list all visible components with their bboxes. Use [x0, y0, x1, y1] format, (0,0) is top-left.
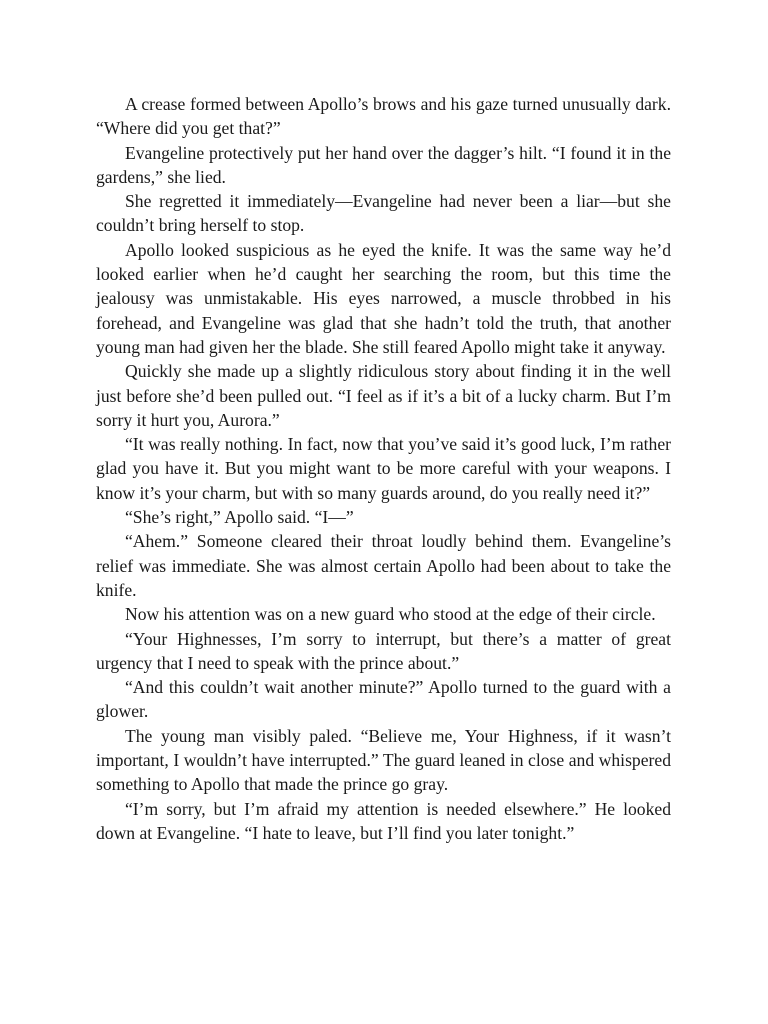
paragraph: “And this couldn’t wait another minute?” Apollo turned to the guard with a glower. [96, 677, 671, 722]
paragraph: “I’m sorry, but I’m afraid my attention is needed elsewhere.” He looked down at Evangeline. “I hate to leave, but I’ll find you later tonight.” [96, 798, 671, 843]
paragraph: “She’s right,” Apollo said. “I—” [125, 507, 354, 528]
paragraph: The young man visibly paled. “Believe me, Your Highness, if it wasn’t important, I wouldn’t have interrupted.” The guard leaned in close and whispered something to Apollo that made the prince go gray. [96, 725, 671, 795]
paragraph: Apollo looked suspicious as he eyed the knife. It was the same way he’d looked earlier when he’d caught her searching the room, but this time the jealousy was unmistakable. His eyes narrowed, a muscle throbbed in his forehead, and Evangeline was glad that she hadn’t told the truth, that another young man had given her the blade. She still feared Apollo might take it anyway. [96, 239, 671, 357]
paragraph: Now his attention was on a new guard who stood at the edge of their circle. [125, 604, 656, 625]
paragraph: Quickly she made up a slightly ridiculous story about finding it in the well just before she’d been pulled out. “I feel as if it’s a bit of a lucky charm. But I’m sorry it hurt you, Aurora.” [96, 361, 671, 430]
paragraph: She regretted it immediately—Evangeline had never been a liar—but she couldn’t bring herself to stop. [96, 191, 671, 236]
book-page [96, 92, 671, 845]
paragraph: “Your Highnesses, I’m sorry to interrupt, but there’s a matter of great urgency that I need to speak with the prince about.” [96, 628, 671, 673]
paragraph: “Ahem.” Someone cleared their throat loudly behind them. Evangeline’s relief was immediate. She was almost certain Apollo had been about to take the knife. [96, 531, 671, 600]
paragraph: A crease formed between Apollo’s brows and his gaze turned unusually dark. “Where did you get that?” [96, 94, 671, 139]
paragraph: “It was really nothing. In fact, now that you’ve said it’s good luck, I’m rather glad you have it. But you might want to be more careful with your weapons. I know it’s your charm, but with so many guards around, do you really need it?” [96, 434, 671, 503]
paragraph: Evangeline protectively put her hand over the dagger’s hilt. “I found it in the gardens,” she lied. [96, 142, 671, 187]
